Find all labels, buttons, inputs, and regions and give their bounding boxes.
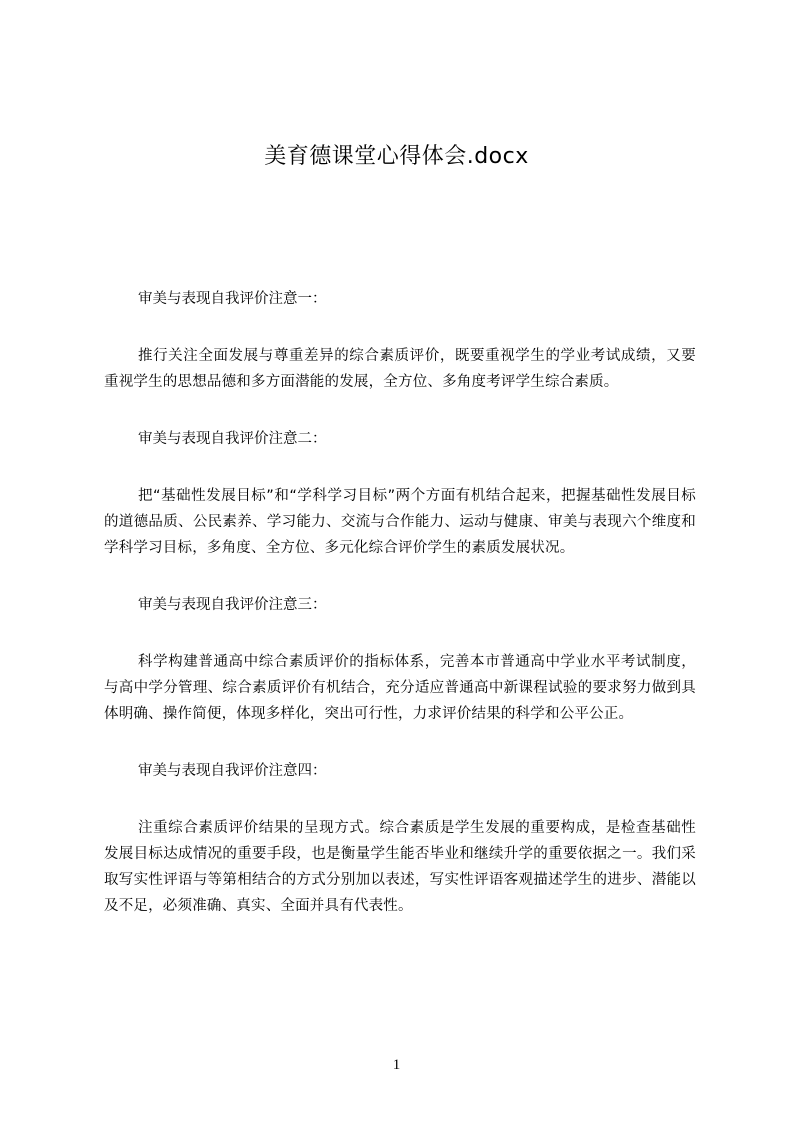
section-paragraph-4: 注重综合素质评价结果的呈现方式。综合素质是学生发展的重要构成，是检查基础性发展目标达成情况的重要手段，也是衡量学生能否毕业和继续升学的重要依据之一。我们采取写实性评语与等第相结合的方式分别加以表述，写实性评语客观描述学生的进步、潜能以及不足，必须准确、真实、全面并具有代表性。 bbox=[104, 820, 696, 914]
section-heading-1: 审美与表现自我评价注意一： bbox=[138, 291, 327, 307]
document-title: 美育德课堂心得体会.docx bbox=[264, 144, 529, 169]
document-body bbox=[104, 286, 696, 950]
section-paragraph-2: 把“基础性发展目标”和“学科学习目标”两个方面有机结合起来，把握基础性发展目标的道德品质、公民素养、学习能力、交流与合作能力、运动与健康、审美与表现六个维度和学科学习目标，多角度、全方位、多元化综合评价学生的素质发展状况。 bbox=[104, 488, 696, 556]
section-heading-3: 审美与表现自我评价注意三： bbox=[138, 597, 327, 613]
section-heading-4: 审美与表现自我评价注意四： bbox=[138, 763, 327, 779]
section-paragraph-1: 推行关注全面发展与尊重差异的综合素质评价，既要重视学生的学业考试成绩，又要重视学生的思想品德和多方面潜能的发展，全方位、多角度考评学生综合素质。 bbox=[104, 348, 696, 390]
page-number: 1 bbox=[392, 1057, 401, 1073]
section-heading-2: 审美与表现自我评价注意二： bbox=[138, 431, 327, 447]
section-paragraph-3: 科学构建普通高中综合素质评价的指标体系，完善本市普通高中学业水平考试制度，与高中学分管理、综合素质评价有机结合，充分适应普通高中新课程试验的要求努力做到具体明确、操作简便，体现多样化，突出可行性，力求评价结果的科学和公平公正。 bbox=[104, 654, 696, 722]
